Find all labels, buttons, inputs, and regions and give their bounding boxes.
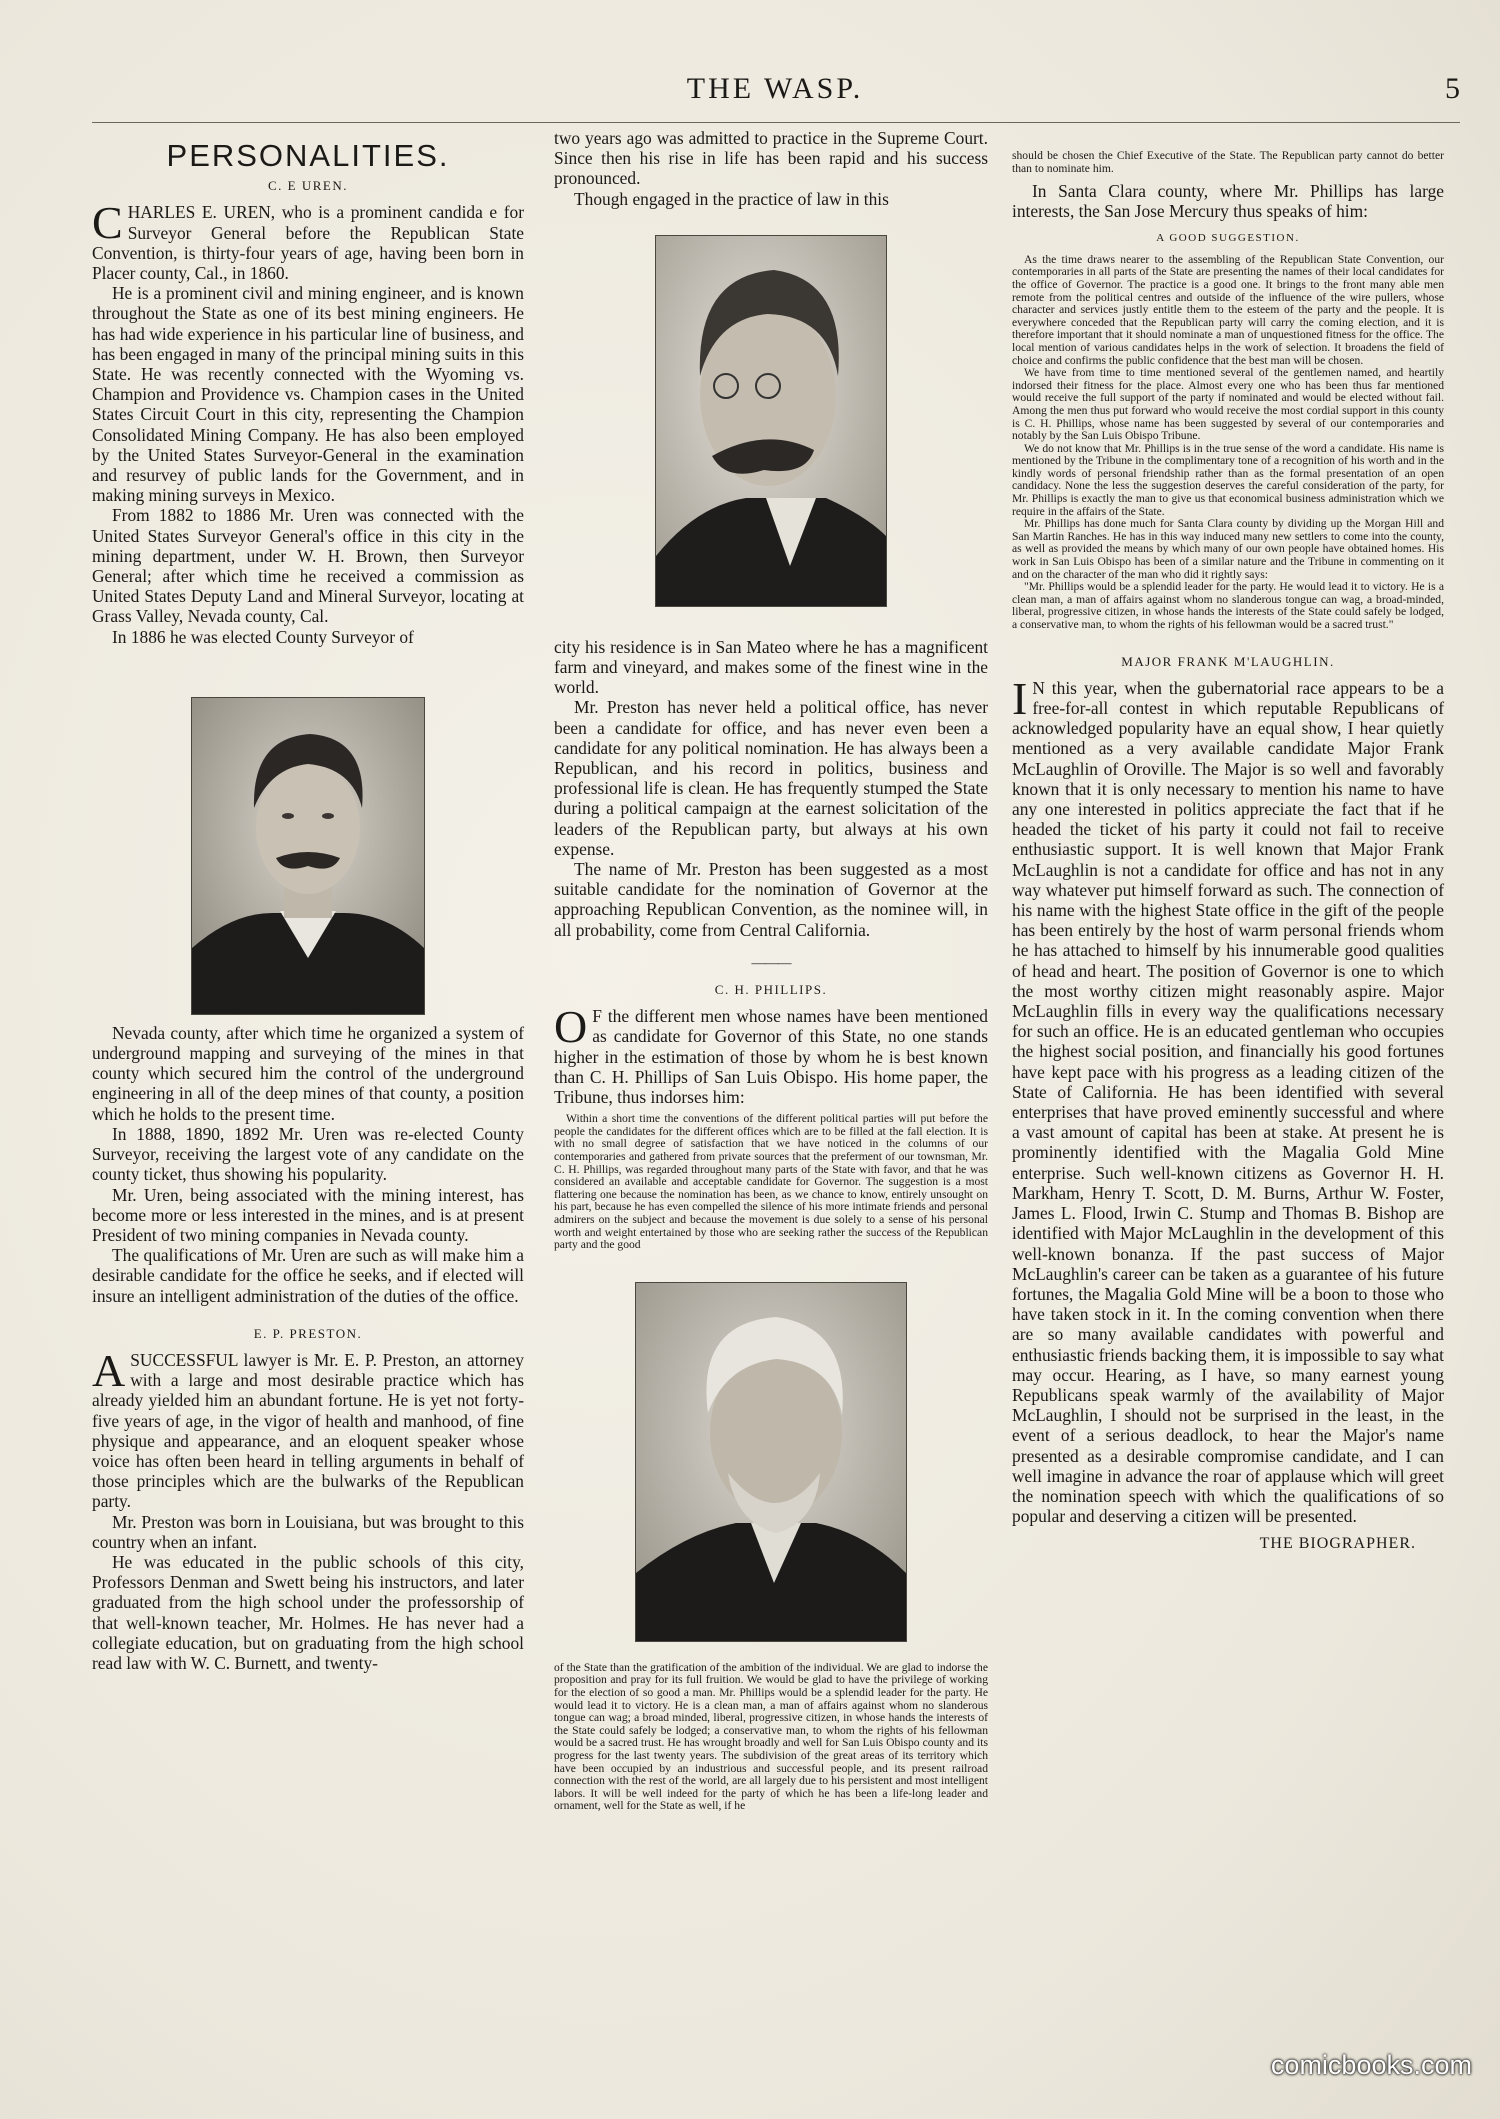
phillips-paragraph-2: In Santa Clara county, where Mr. Phillips has large interests, the San Jose Mercury thus speaks of him: bbox=[1012, 181, 1444, 222]
phillips-heading: C. H. PHILLIPS. bbox=[714, 982, 828, 998]
drop-cap: A bbox=[92, 1344, 126, 1396]
uren-paragraph-8: The qualifications of Mr. Uren are such as will make him a desirable candidate for the office he seeks, and if elected will insure an intelligent administration of the duties of the office. bbox=[92, 1245, 524, 1306]
preston-paragraph-5: Mr. Preston has never held a political office, has never been a candidate for office, and has never even been a candidate for any political nomination. He has always been a Republican, and his record in politics, business and professional life is clean. He has frequently stumped the State during a political campaign at the earnest solicitation of the leaders of the Republican party, but always at his own expense. bbox=[554, 697, 988, 859]
drop-cap: O bbox=[554, 1001, 588, 1053]
phillips-portrait bbox=[635, 1282, 907, 1642]
header-rule bbox=[92, 122, 1460, 123]
mercury-quote-2: We have from time to time mentioned several of the gentlemen named, and heartily indorsed their fitness for the place. Almost every one who has been thus far mentioned would receive the full support of the party if nominated and would be elected without fail. Among the men thus put forward who would receive the most cordial support in this county is C. H. Phillips, whose name has been suggested by several of our contemporaries and notably by the San Luis Obispo Tribune. bbox=[1012, 366, 1444, 443]
portrait-illustration bbox=[636, 1283, 906, 1641]
tribune-quote-cont bbox=[554, 1662, 988, 1813]
preston-paragraph-4: city his residence is in San Mateo where he has a magnificent farm and vineyard, and makes some of the finest wine in the world. bbox=[554, 636, 988, 698]
uren-portrait bbox=[191, 697, 425, 1015]
suggestion-heading: A GOOD SUGGESTION. bbox=[1156, 231, 1300, 244]
drop-cap: I bbox=[1012, 672, 1028, 724]
section-title: PERSONALITIES. bbox=[166, 138, 450, 173]
mercury-quote bbox=[1012, 254, 1444, 632]
drop-cap: C bbox=[92, 197, 123, 249]
uren-paragraph-2: He is a prominent civil and mining engineer, and is known throughout the State as one of its best mining engineers. He has had wide experience in his particular line of business, and has been engaged in many of the principal mining suits in this State. He was recently connected with the Wyoming vs. Champion and Providence vs. Champion cases in the United States Circuit Court in this city, representing the Champion Consolidated Mining Company. He has also been employed by the United States Surveyor-General in the examination and resurvey of public lands for the Government, and in making mining surveys in Mexico. bbox=[92, 283, 524, 506]
tribune-quote bbox=[554, 1113, 988, 1252]
phillips-paragraph-1: O F the different men whose names have been mentioned as candidate for Governor of this State, no one stands higher in the estimation of those by whom he is best known than C. H. Phillips of San Luis Obispo. His home paper, the Tribune, thus indorses him: bbox=[554, 1001, 988, 1108]
mclaughlin-paragraph: I N this year, when the gubernatorial race appears to be a free-for-all contest in which reputable Republicans of acknowledged popularity have an equal show, I hear quietly mentioned as a very available candidate Major Frank McLaughlin of Oroville. The Major is so well and favorably known that it is only necessary to mention his name to have any one interested in politics appreciate the fact that if he headed the ticket of his party it could not fail to receive enthusiastic support. It is well known that Major Frank McLaughlin is not a candidate for office and has not in any way whatever put himself forward as such. The connection of his name with the highest State office in the gift of the people has been entirely by the host of warm personal friends whom he has attached to himself by his innumerable good qualities of head and heart. The position of Governor is one to which the most worthy citizen might reasonably aspire. Major McLaughlin fills in every way the qualifications necessary for such an office. He is an educated gentleman who occupies the highest social position, and financially his good fortunes have kept pace with his progress as a leading citizen of the State of California. He has been identified with several enterprises that have proved eminently successful and where a vast amount of capital has been at stake. At present he is prominently identified with the Magalia Gold Mine enterprise. Such well-known citizens as Governor H. H. Markham, Henry T. Scott, D. M. Burns, Arthur W. Foster, James L. Flood, Irwin C. Stump and Thomas B. Bishop are identified with Major McLaughlin in the development of this well-known bonanza. If the past success of Major McLaughlin's career can be taken as a guarantee of his future fortunes, the Magalia Gold Mine will be a boon to those who have taken stock in it. In the coming convention when there are so many available candidates with powerful and enthusiastic friends backing them, it is impossible to say what may occur. Hearing, as I have, so many earnest young Republicans speak warmly of the availability of Major McLaughlin, I should not be surprised in the least, in the event of a serious deadlock, to hear the Major's name presented as a desirable compromise candidate, and I can well imagine in advance the roar of applause which will greet the nomination speech with which the qualifications of so popular and deserving a citizen will be presented. bbox=[1012, 672, 1444, 1527]
uren-heading: C. E UREN. bbox=[268, 178, 348, 194]
preston-paragraph-3: He was educated in the public schools of this city, Professors Denman and Swett being his instructors, and later graduated from the high school under the professorship of that well-known teacher, Mr. Holmes. He has never had a collegiate education, but on graduating from the high school read law with W. C. Burnett, and twenty- bbox=[92, 1551, 524, 1673]
column-1 bbox=[92, 128, 524, 1673]
preston-paragraph-1: ASUCCESSFUL lawyer is Mr. E. P. Preston, an attorney with a large and most desirable practice which has already yielded him an abundant fortune. He is yet not forty-five years of age, in the vigor of health and manhood, of fine physique and appearance, and an eloquent speaker whose voice has often been heard in telling arguments in behalf of those principles which are the bulwarks of the Republican party. bbox=[92, 1344, 524, 1512]
tribune-quote-text-end: should be chosen the Chief Executive of the State. The Republican party cannot do better than to nominate him. bbox=[1012, 149, 1444, 175]
uren-paragraph-6: In 1888, 1890, 1892 Mr. Uren was re-elected County Surveyor, receiving the largest vote of any candidate on the county ticket, thus showing his popularity. bbox=[92, 1123, 524, 1185]
preston-heading: E. P. PRESTON. bbox=[253, 1325, 363, 1341]
tribune-quote-text-cont: of the State than the gratification of the ambition of the individual. We are glad to indorse the proposition and pray for its full fruition. We would be glad to have the privilege of working for the election of so good a man. Mr. Phillips would be a splendid leader for the party. He would lead it to victory. He is a clean man, a man of affairs against whom no slanderous tongue can wag; a broad minded, liberal, progressive citizen, in whose hands the interests of the State could safely be lodged; a conservative man, to whom the rights of his fellowman would be a sacred trust. He has wrought broadly and well for San Luis Obispo county and its progress for the last twenty years. The subdivision of the great areas of its territory which have been occupied by an industrious and successful people, and its present railroad connection with the rest of the world, are all largely due to his persistent and most intelligent labors. It will be well indeed for the party of which he has been a life-long leader and ornament, well for the State as well, if he bbox=[554, 1660, 988, 1813]
signature: THE BIOGRAPHER. bbox=[1259, 1535, 1416, 1553]
section-separator: ——— bbox=[751, 955, 791, 971]
uren-paragraph-7: Mr. Uren, being associated with the mining interest, has become more or less interested in the mines, and is at present President of two mining companies in Nevada county. bbox=[92, 1184, 524, 1245]
uren-paragraph-3: From 1882 to 1886 Mr. Uren was connected with the United States Surveyor General's office in this city in the mining department, under W. H. Brown, then Surveyor General; after which time he received a commission as United States Deputy Land and Mineral Surveyor, locating at Grass Valley, Nevada county, Cal. bbox=[92, 505, 524, 627]
mercury-quote-1: As the time draws nearer to the assembling of the Republican State Convention, our contemporaries in all parts of the State are presenting the names of their local candidates for the office of Governor. The practice is a good one. It brings to the front many able men remote from the political centres and outside of the influence of the wire pullers, whose character and services justly entitle them to the esteem of the party and the people. It is everywhere conceded that the Republican party will carry the coming election, and it is therefore important that it should nominate a man of unquestioned fitness for the office. The local mention of various candidates helps in the work of selection. It broadens the field of choice and confirms the public confidence that the best man will be chosen. bbox=[1012, 252, 1444, 367]
uren-paragraph-1: CHARLES E. UREN, who is a prominent candida e for Surveyor General before the Republican State Convention, is thirty-four years of age, having been born in Placer county, Cal., in 1860. bbox=[92, 197, 524, 284]
preston-paragraph-2: Mr. Preston was born in Louisiana, but was brought to this country when an infant. bbox=[92, 1511, 524, 1552]
mclaughlin-heading: MAJOR FRANK M'LAUGHLIN. bbox=[1121, 653, 1335, 669]
column-3 bbox=[1012, 128, 1444, 1555]
uren-paragraph-5: Nevada county, after which time he organized a system of underground mapping and surveying of the mines in that county which secured him the control of the underground engineering in all of the deep mines of that county, a position which he holds to the present time. bbox=[92, 1022, 524, 1124]
preston-paragraph-cont: two years ago was admitted to practice in the Supreme Court. Since then his rise in life has been rapid and his success pronounced. bbox=[554, 128, 988, 189]
mercury-quote-3: We do not know that Mr. Phillips is in the true sense of the word a candidate. His name is mentioned by the Tribune in the complimentary tone of a recognition of his worth and in the kindly words of personal friendship rather than as the formal presentation of an open candidacy. None the less the suggestion deserves the careful consideration of the party, for Mr. Phillips is exactly the man to give us that economical business administration which we require in the affairs of the State. bbox=[1012, 441, 1444, 518]
portrait-illustration bbox=[656, 236, 886, 606]
preston-paragraph-cont-2: Though engaged in the practice of law in this bbox=[574, 188, 889, 209]
masthead-title: THE WASP. bbox=[686, 72, 864, 105]
column-2 bbox=[554, 128, 988, 1813]
mercury-quote-5: "Mr. Phillips would be a splendid leader for the party. He would lead it to victory. He is a clean man, a man of affairs against whom no slanderous tongue can wag, a broad-minded, liberal, progressive citizen, in whose hands the interests of the State could safely be lodged, a conservative man, to whom the rights of his fellowman would be a sacred trust." bbox=[1012, 580, 1444, 632]
uren-paragraph-4: In 1886 he was elected County Surveyor of bbox=[112, 626, 414, 647]
tribune-quote-text: Within a short time the conventions of the different political parties will put before the people the candidates for the different offices which are to be filled at the fall election. It is with no small degree of satisfaction that we have noticed in the columns of our contemporaries and gathered from private sources that the preferment of our townsman, Mr. C. H. Phillips, was regarded throughout many parts of the State with favor, and that he was considered an available and acceptable candidate for Governor. The suggestion is a most flattering one because the nomination has been, as we chance to know, entirely unsought on his part, because he has even compelled the silence of his more intimate friends and personal admirers on the subject and because the movement is due solely to a sense of his personal worth and weight entertained by those who are seeking rather the success of the Republican party and the good bbox=[554, 1112, 988, 1252]
preston-portrait bbox=[655, 235, 887, 607]
page-header bbox=[90, 72, 1460, 112]
tribune-quote-end bbox=[1012, 150, 1444, 175]
watermark: comicbooks.com bbox=[1270, 2050, 1472, 2080]
page-number: 5 bbox=[1445, 72, 1460, 105]
portrait-illustration bbox=[192, 698, 424, 1014]
preston-paragraph-6: The name of Mr. Preston has been suggested as a most suitable candidate for the nomination of Governor at the approaching Republican Convention, as the nominee will, in all probability, come from Central California. bbox=[554, 859, 988, 940]
mercury-quote-4: Mr. Phillips has done much for Santa Clara county by dividing up the Morgan Hill and San Martin Ranches. He has in this way induced many new settlers to come into the county, as well as provided the means by which many of our own people have obtained homes. His work in San Luis Obispo has been of a similar nature and the Tribune in commenting on it and on the character of the man who did it rightly says: bbox=[1012, 517, 1444, 581]
